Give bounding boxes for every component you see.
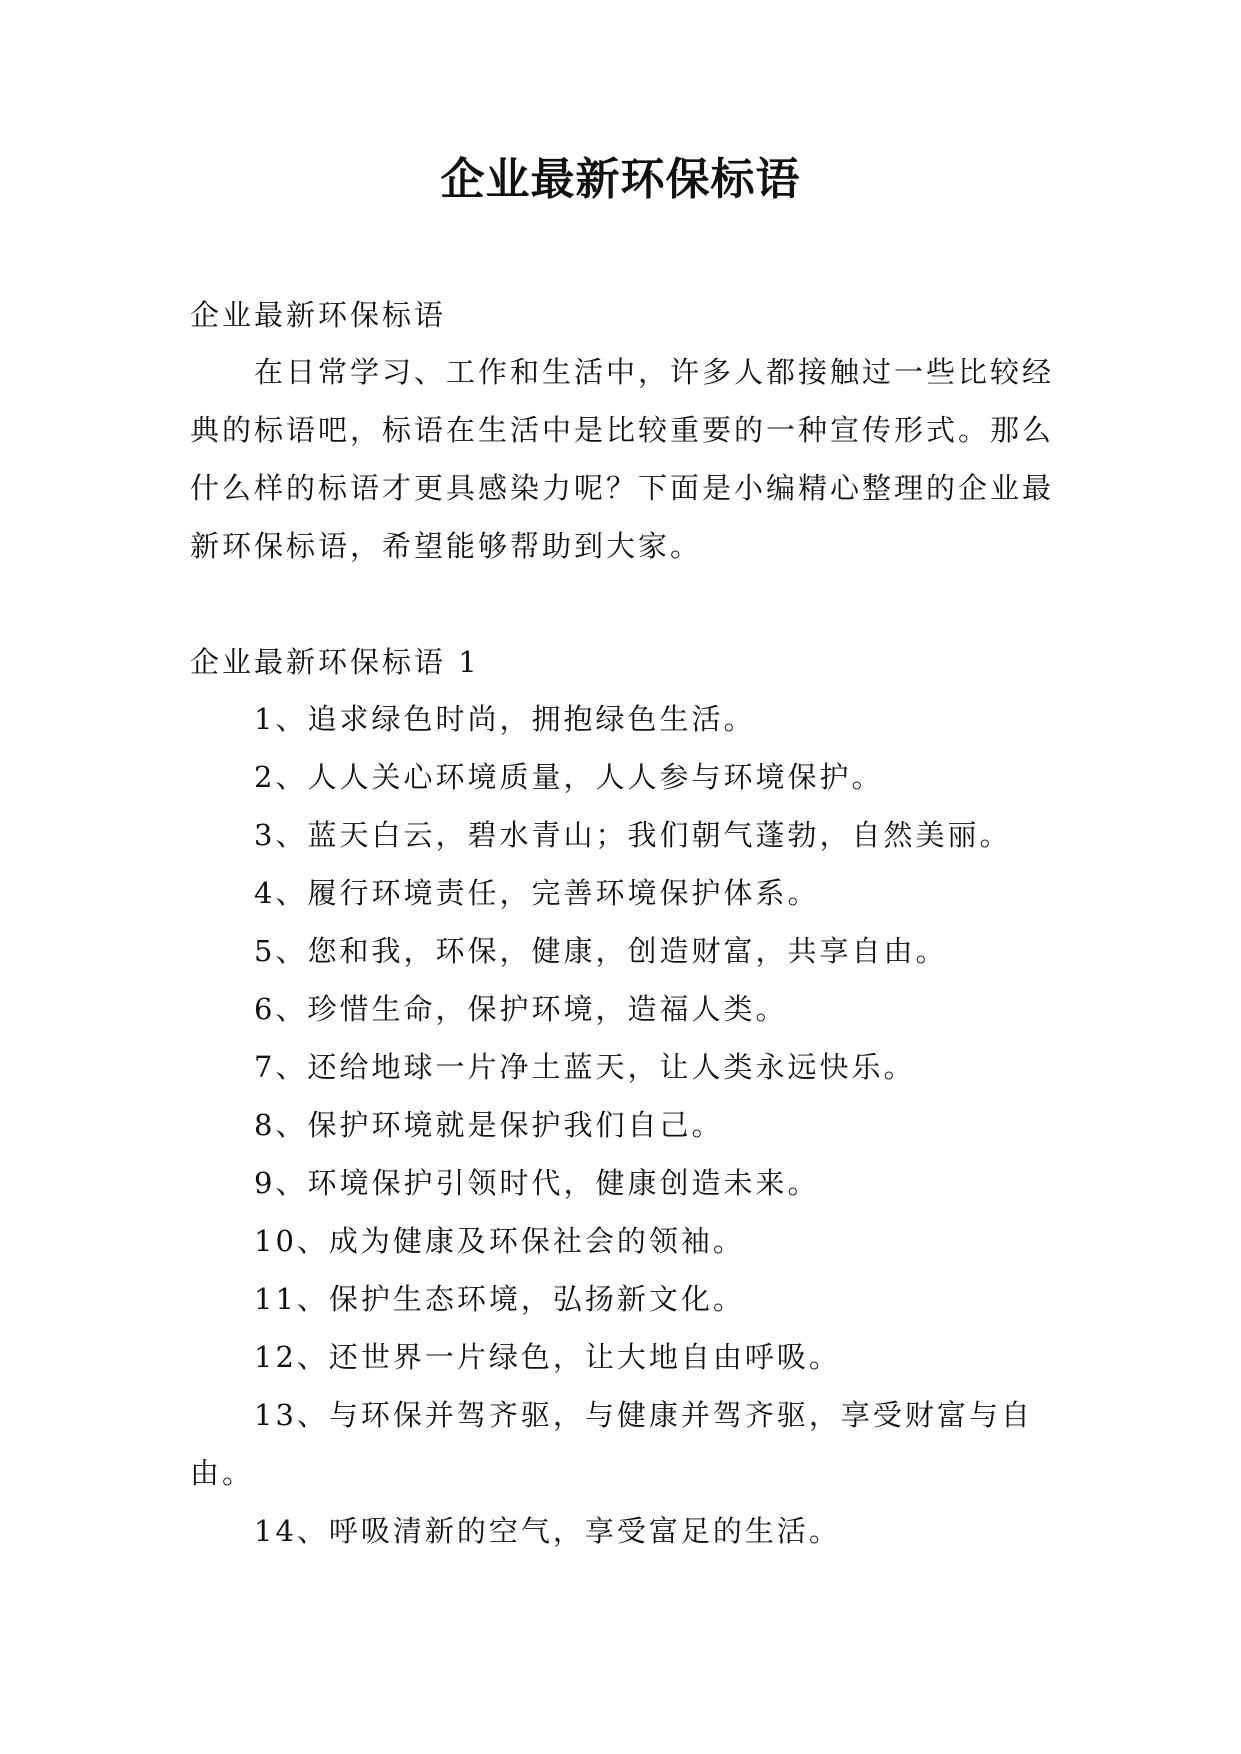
document-subtitle: 企业最新环保标语	[190, 298, 447, 332]
slogan-item: 4、履行环境责任，完善环境保护体系。	[254, 876, 820, 910]
slogan-item: 6、珍惜生命，保护环境，造福人类。	[254, 992, 788, 1026]
slogan-item: 13、与环保并驾齐驱，与健康并驾齐驱，享受财富与自由。	[190, 1398, 1033, 1490]
slogan-item: 9、环境保护引领时代，健康创造未来。	[254, 1166, 820, 1200]
slogan-item: 1、追求绿色时尚，拥抱绿色生活。	[254, 702, 756, 736]
slogan-list	[190, 690, 1060, 1560]
slogan-item: 3、蓝天白云，碧水青山；我们朝气蓬勃，自然美丽。	[254, 818, 1012, 852]
document-title: 企业最新环保标语	[440, 154, 801, 205]
section-heading: 企业最新环保标语 1	[190, 645, 480, 679]
slogan-item: 10、成为健康及环保社会的领袖。	[254, 1224, 745, 1258]
slogan-item: 12、还世界一片绿色，让大地自由呼吸。	[254, 1340, 841, 1374]
slogan-item: 8、保护环境就是保护我们自己。	[254, 1108, 724, 1142]
slogan-item: 7、还给地球一片净土蓝天，让人类永远快乐。	[254, 1050, 916, 1084]
intro-paragraph: 在日常学习、工作和生活中，许多人都接触过一些比较经典的标语吧，标语在生活中是比较重要的一种宣传形式。那么什么样的标语才更具感染力呢？下面是小编精心整理的企业最新环保标语，希望能够帮助到大家。	[190, 355, 1055, 563]
slogan-item: 14、呼吸清新的空气，享受富足的生活。	[254, 1514, 841, 1548]
slogan-item: 5、您和我，环保，健康，创造财富，共享自由。	[254, 934, 948, 968]
slogan-item: 11、保护生态环境，弘扬新文化。	[254, 1282, 745, 1316]
slogan-item: 2、人人关心环境质量，人人参与环境保护。	[254, 760, 884, 794]
